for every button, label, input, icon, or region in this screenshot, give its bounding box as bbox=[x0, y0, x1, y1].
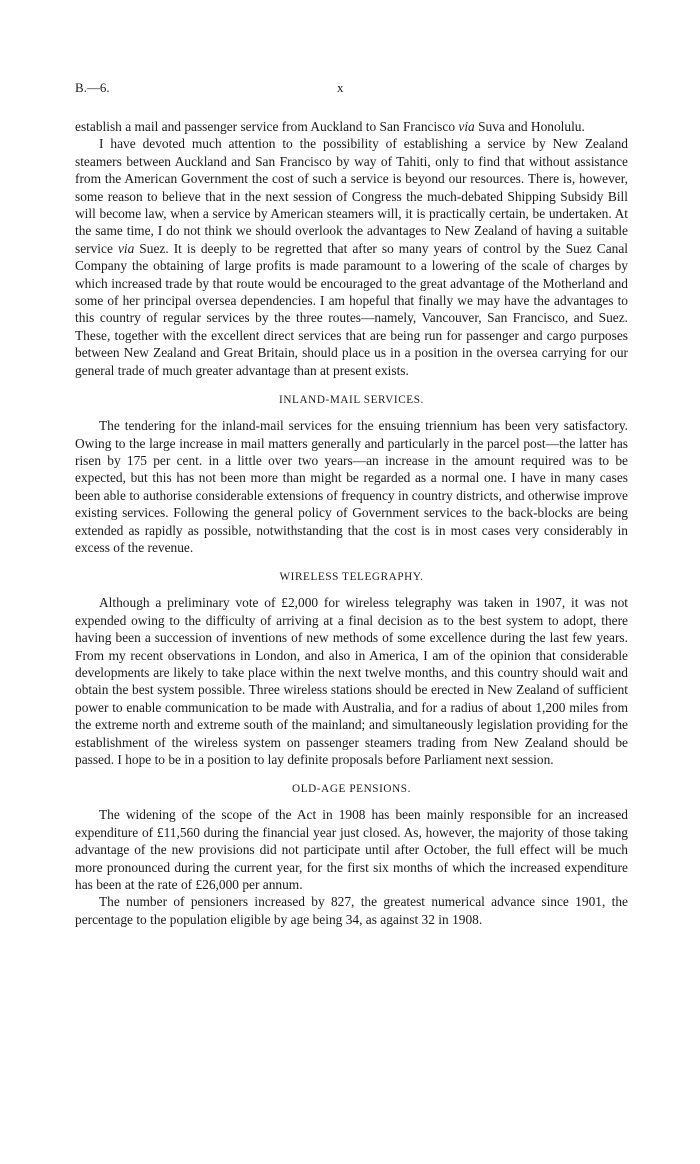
page-header bbox=[75, 80, 628, 100]
section-heading: WIRELESS TELEGRAPHY. bbox=[279, 571, 424, 584]
section-intro bbox=[75, 118, 628, 379]
section-heading: INLAND-MAIL SERVICES. bbox=[279, 394, 424, 407]
section-old-age-pensions bbox=[75, 782, 628, 928]
paragraph: I have devoted much attention to the possibility of establishing a service by New Zealand steamers between Auckland and San Francisco by way of Tahiti, only to find that without assistance from the American Government the cost of such a service is beyond our resources. There is, however, some reason to believe that in the next session of Congress the much-debated Shipping Subsidy Bill will become law, when a service by American steamers will, it is practically certain, be undertaken. At the same time, I do not think we should overlook the advantages to New Zealand of having a suitable service via Suez. It is deeply to be regretted that after so many years of control by the Suez Canal Company the obtaining of large profits is made paramount to a lowering of the scale of charges by which increased trade by that route would be encouraged to the great advantage of the Motherland and some of her principal oversea dependencies. I am hopeful that finally we may have the advantages to this country of regular services by the three routes—namely, Vancouver, San Francisco, and Suez. These, together with the excellent direct services that are being run for passenger and cargo purposes between New Zealand and Great Britain, should place us in a position in the oversea carrying for our general trade of much greater advantage than at present exists. bbox=[75, 136, 628, 378]
paragraph: The number of pensioners increased by 827, the greatest numerical advance since 1901, the percentage to the population eligible by age being 34, as against 32 in 1908. bbox=[75, 894, 628, 927]
paragraph: The tendering for the inland-mail services for the ensuing triennium has been very satisfactory. Owing to the large increase in mail matters generally and particularly in the parcel post—the latter has risen by 175 per cent. in a little over two years—an increase in the amount required was to be expected, but this has not been more than might be regarded as a normal one. I have in many cases been able to authorise considerable extensions of frequency in country districts, and otherwise improve existing services. Following the general policy of Government services to the back-blocks are being extended as rapidly as possible, notwithstanding that the cost is in most cases very considerably in excess of the revenue. bbox=[75, 418, 628, 555]
section-heading: OLD-AGE PENSIONS. bbox=[292, 783, 411, 796]
section-inland-mail bbox=[75, 393, 628, 556]
paragraph: The widening of the scope of the Act in 1908 has been mainly responsible for an increased expenditure of £11,560 during the financial year just closed. As, however, the majority of those taking advantage of the new provisions did not participate until after October, the full effect will be much more pronounced during the current year, for the first six months of which the increased expenditure has been at the rate of £26,000 per annum. bbox=[75, 807, 628, 893]
paragraph: establish a mail and passenger service from Auckland to San Francisco via Suva and Honolulu. bbox=[75, 119, 585, 134]
document-reference: B.—6. bbox=[75, 80, 110, 95]
section-wireless-telegraphy bbox=[75, 570, 628, 768]
paragraph: Although a preliminary vote of £2,000 for wireless telegraphy was taken in 1907, it was not expended owing to the difficulty of arriving at a final decision as to the best system to adopt, there having been a succession of inventions of new methods of some excellence during the last few years. From my recent observations in London, and also in America, I am of the opinion that considerable developments are likely to take place within the next twelve months, and this country should wait and obtain the best system possible. Three wireless stations should be erected in New Zealand of sufficient power to enable communication to be made with Australia, and for a radius of about 1,200 miles from the extreme north and extreme south of the mainland; and simultaneously legislation providing for the establishment of the wireless system on passenger steamers trading from New Zealand should be passed. I hope to be in a position to lay definite proposals before Parliament next session. bbox=[75, 595, 628, 767]
page-number: x bbox=[337, 80, 344, 95]
